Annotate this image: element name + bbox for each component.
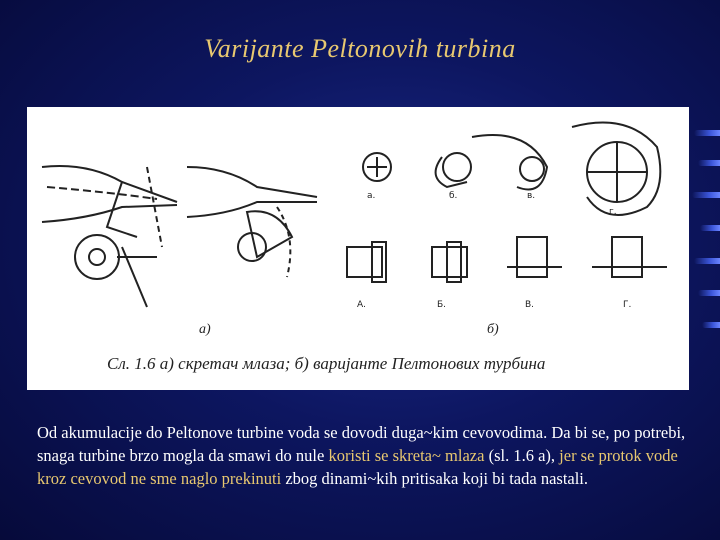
bottom-label-a: А.: [357, 300, 367, 310]
bottom-label-g: Г.: [623, 300, 632, 310]
stripe: [698, 290, 720, 296]
bottom-label-b: Б.: [437, 300, 447, 310]
stripe: [700, 225, 720, 231]
top-label-v: в.: [527, 191, 536, 201]
body-text-highlight-1: koristi se skreta~ mlaza: [328, 446, 485, 465]
body-text-part3: (sl. 1.6 a),: [484, 446, 560, 465]
figure-label-b: б): [487, 322, 499, 337]
slide-body-text: [37, 421, 697, 490]
decorative-stripes: [690, 100, 720, 360]
figure-caption: Сл. 1.6 а) скретач млаза; б) варијанте Пелтонових турбина: [107, 354, 546, 373]
stripe: [702, 322, 720, 328]
figure-label-a: а): [199, 322, 211, 337]
stripe: [694, 130, 720, 136]
turbine-drawing: [27, 107, 689, 390]
stripe: [694, 258, 720, 264]
body-text-part1: Od akumulacije do Peltonove turbine voda se dovodi duga~kim cevovodima. Da bi se, po potrebi, snaga turbine brzo mogla da smawi do nule: [37, 423, 686, 465]
turbine-figure: [27, 107, 689, 390]
body-text-part5: zbog dinami~kih pritisaka koji bi tada nastali.: [281, 469, 589, 488]
body-text-highlight-2: jer se protok vode kroz cevovod ne sme naglo prekinuti: [37, 446, 678, 488]
stripe: [692, 192, 720, 198]
stripe: [698, 160, 720, 166]
bottom-label-v: В.: [525, 300, 535, 310]
top-label-g: г.: [609, 207, 617, 217]
top-label-b: б.: [449, 191, 458, 201]
top-label-a: а.: [367, 191, 376, 201]
slide-title: Varijante Peltonovih turbina: [204, 34, 516, 63]
